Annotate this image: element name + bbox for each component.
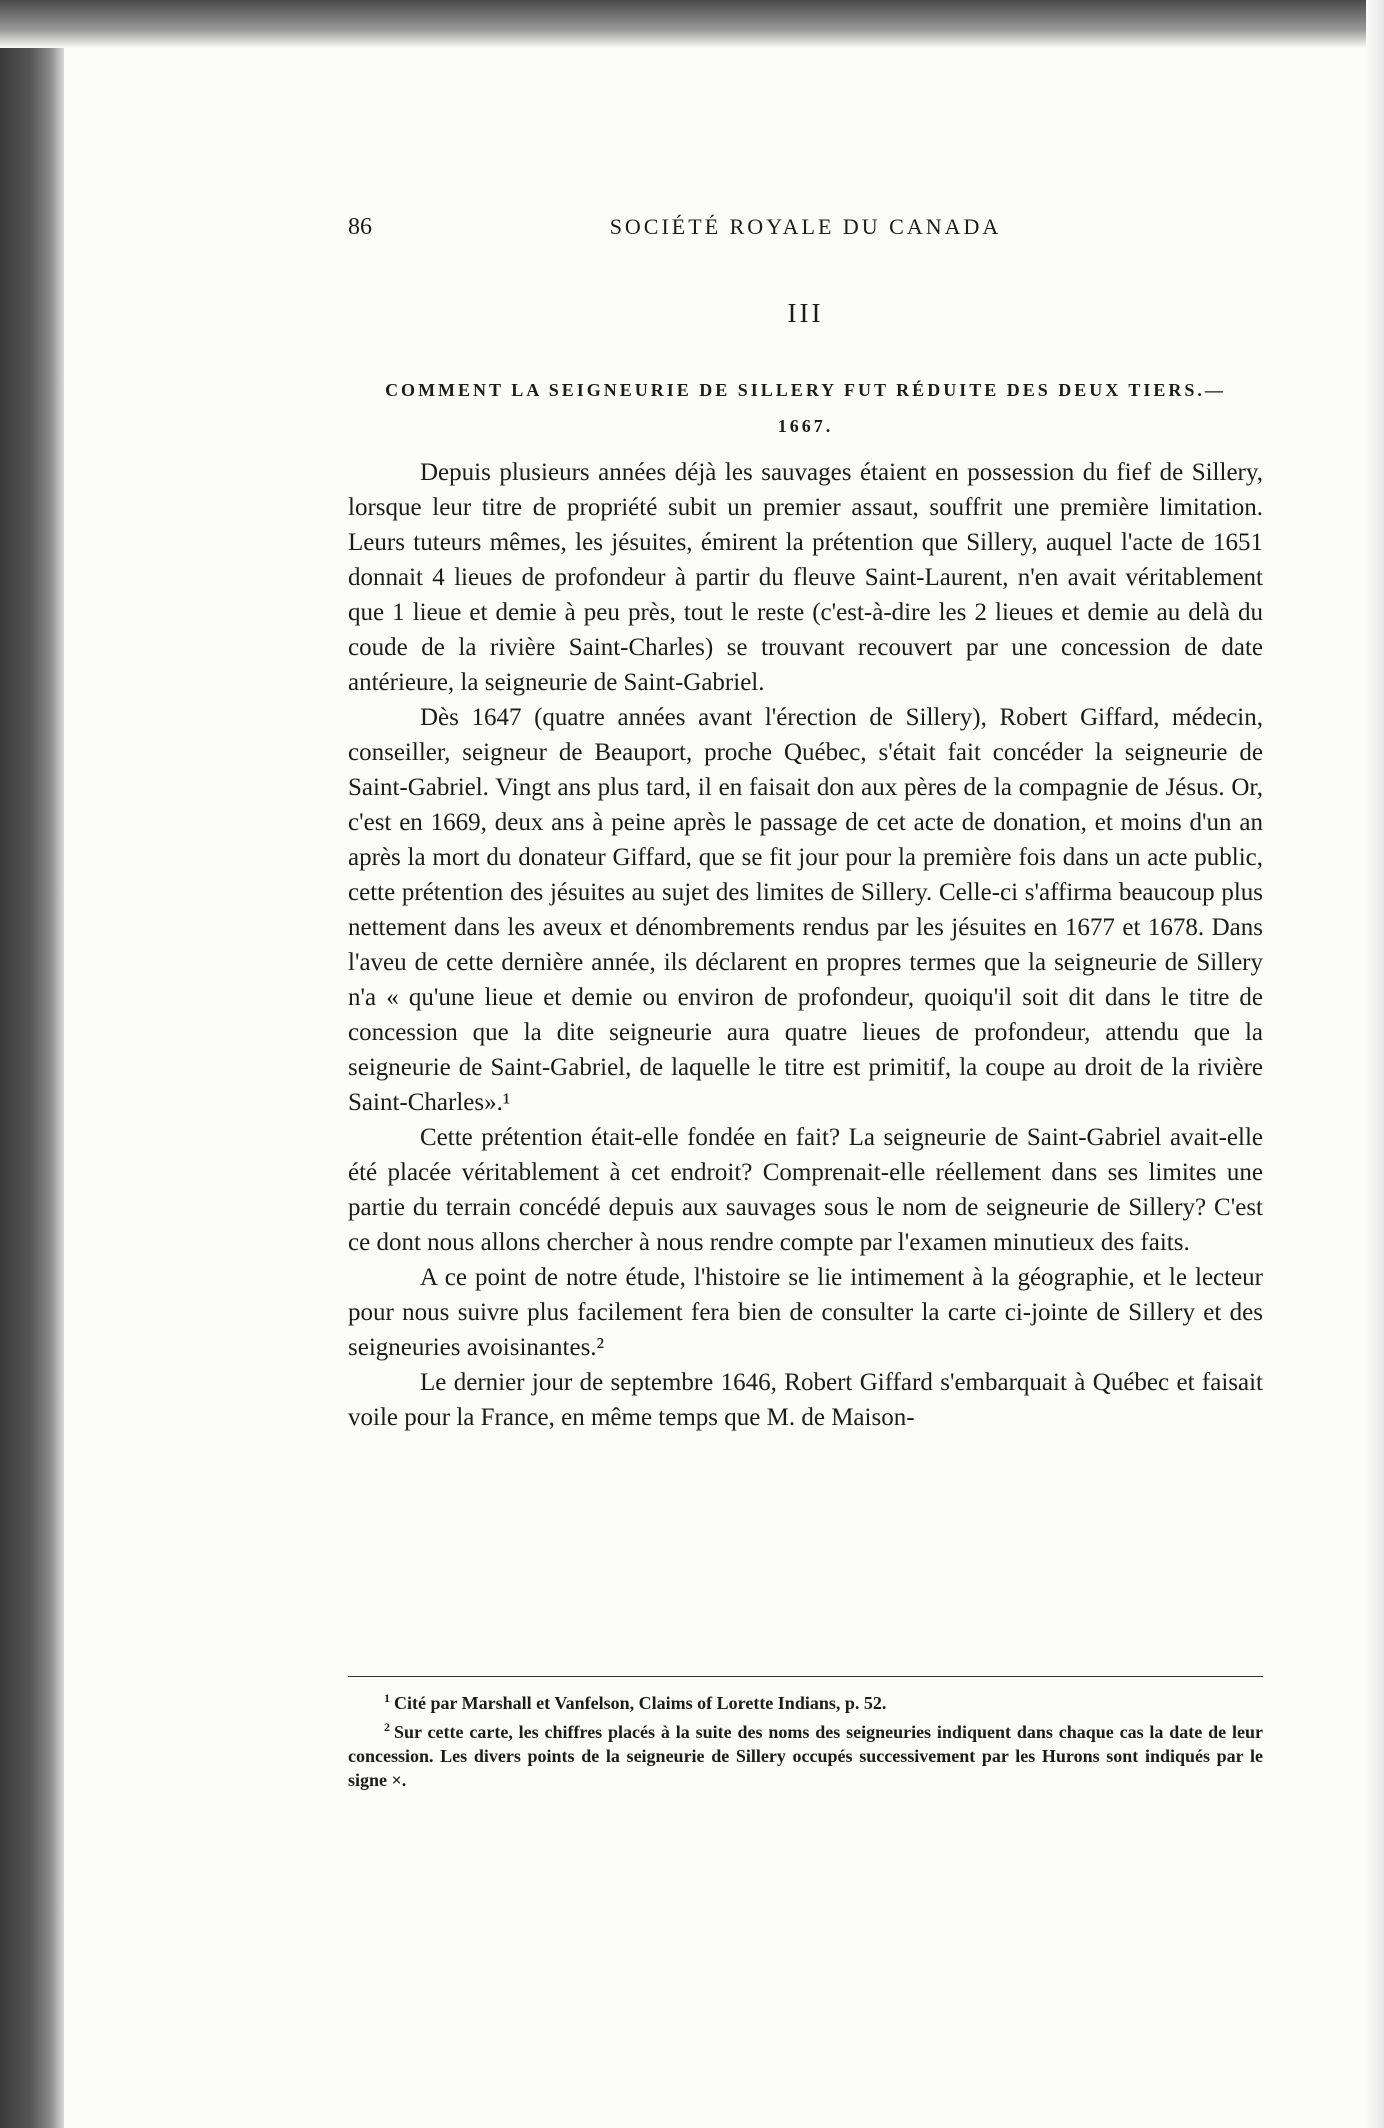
section-title-line-1: COMMENT LA SEIGNEURIE DE SILLERY FUT RÉDUITE DES DEUX TIERS.—: [385, 380, 1226, 400]
section-number: III: [787, 298, 824, 328]
scan-edge-right: [1366, 0, 1384, 2128]
paragraph-5: Le dernier jour de septembre 1646, Robert Giffard s'embarquait à Québec et faisait voile pour la France, en même temps que M. de Maison-: [348, 1369, 1263, 1431]
footnote-2: [348, 1715, 1263, 1792]
footnote-1: [348, 1686, 1263, 1715]
footnote-marker: 2: [384, 1720, 390, 1734]
body-text: [348, 455, 1263, 1435]
page-header: [348, 214, 1263, 250]
footnote-text: Cité par Marshall et Vanfelson, Claims of Lorette Indians, p. 52.: [394, 1693, 887, 1713]
scan-edge-top: [0, 0, 1384, 48]
section-title: [348, 372, 1263, 444]
footnote-marker: 1: [384, 1691, 390, 1705]
footnotes: [348, 1686, 1263, 1792]
section-title-line-2: 1667.: [777, 416, 834, 436]
scan-edge-left: [0, 0, 64, 2128]
footnote-divider: [348, 1676, 1263, 1677]
paragraph-3: Cette prétention était-elle fondée en fait? La seigneurie de Saint-Gabriel avait-elle été placée véritablement à cet endroit? Comprenait-elle réellement dans ses limites une partie du terrain concédé depuis aux sauvages sous le nom de seigneurie de Sillery? C'est ce dont nous allons chercher à nous rendre compte par l'examen minutieux des faits.: [348, 1124, 1263, 1256]
footnote-text: Sur cette carte, les chiffres placés à la suite des noms des seigneuries indiquent dans chaque cas la date de leur concession. Les divers points de la seigneurie de Sillery occupés successivement par les Hurons sont indiqués par le signe ×.: [348, 1722, 1263, 1790]
paragraph-4: A ce point de notre étude, l'histoire se lie intimement à la géographie, et le lecteur pour nous suivre plus facilement fera bien de consulter la carte ci-jointe de Sillery et des seigneuries avoisinantes.²: [348, 1264, 1263, 1361]
running-head: SOCIÉTÉ ROYALE DU CANADA: [609, 214, 1002, 239]
paragraph-2: Dès 1647 (quatre années avant l'érection de Sillery), Robert Giffard, médecin, conseiller, seigneur de Beauport, proche Québec, s'était fait concéder la seigneurie de Saint-Gabriel. Vingt ans plus tard, il en faisait don aux pères de la compagnie de Jésus. Or, c'est en 1669, deux ans à peine après le passage de cet acte de donation, et moins d'un an après la mort du donateur Giffard, que se fit jour pour la première fois dans un acte public, cette prétention des jésuites au sujet des limites de Sillery. Celle-ci s'affirma beaucoup plus nettement dans les aveux et dénombrements rendus par les jésuites en 1677 et 1678. Dans l'aveu de cette dernière année, ils déclarent en propres termes que la seigneurie de Sillery n'a « qu'une lieue et demie ou environ de profondeur, quoiqu'il soit dit dans le titre de concession que la dite seigneurie aura quatre lieues de profondeur, attendu que la seigneurie de Saint-Gabriel, de laquelle le titre est primitif, la coupe au droit de la rivière Saint-Charles».¹: [348, 704, 1263, 1116]
paragraph-1: Depuis plusieurs années déjà les sauvages étaient en possession du fief de Sillery, lorsque leur titre de propriété subit un premier assaut, souffrit une première limitation. Leurs tuteurs mêmes, les jésuites, émirent la prétention que Sillery, auquel l'acte de 1651 donnait 4 lieues de profondeur à partir du fleuve Saint-Laurent, n'en avait véritablement que 1 lieue et demie à peu près, tout le reste (c'est-à-dire les 2 lieues et demie au delà du coude de la rivière Saint-Charles) se trouvant recouvert par une concession de date antérieure, la seigneurie de Saint-Gabriel.: [348, 459, 1263, 696]
page-number: 86: [348, 214, 372, 240]
